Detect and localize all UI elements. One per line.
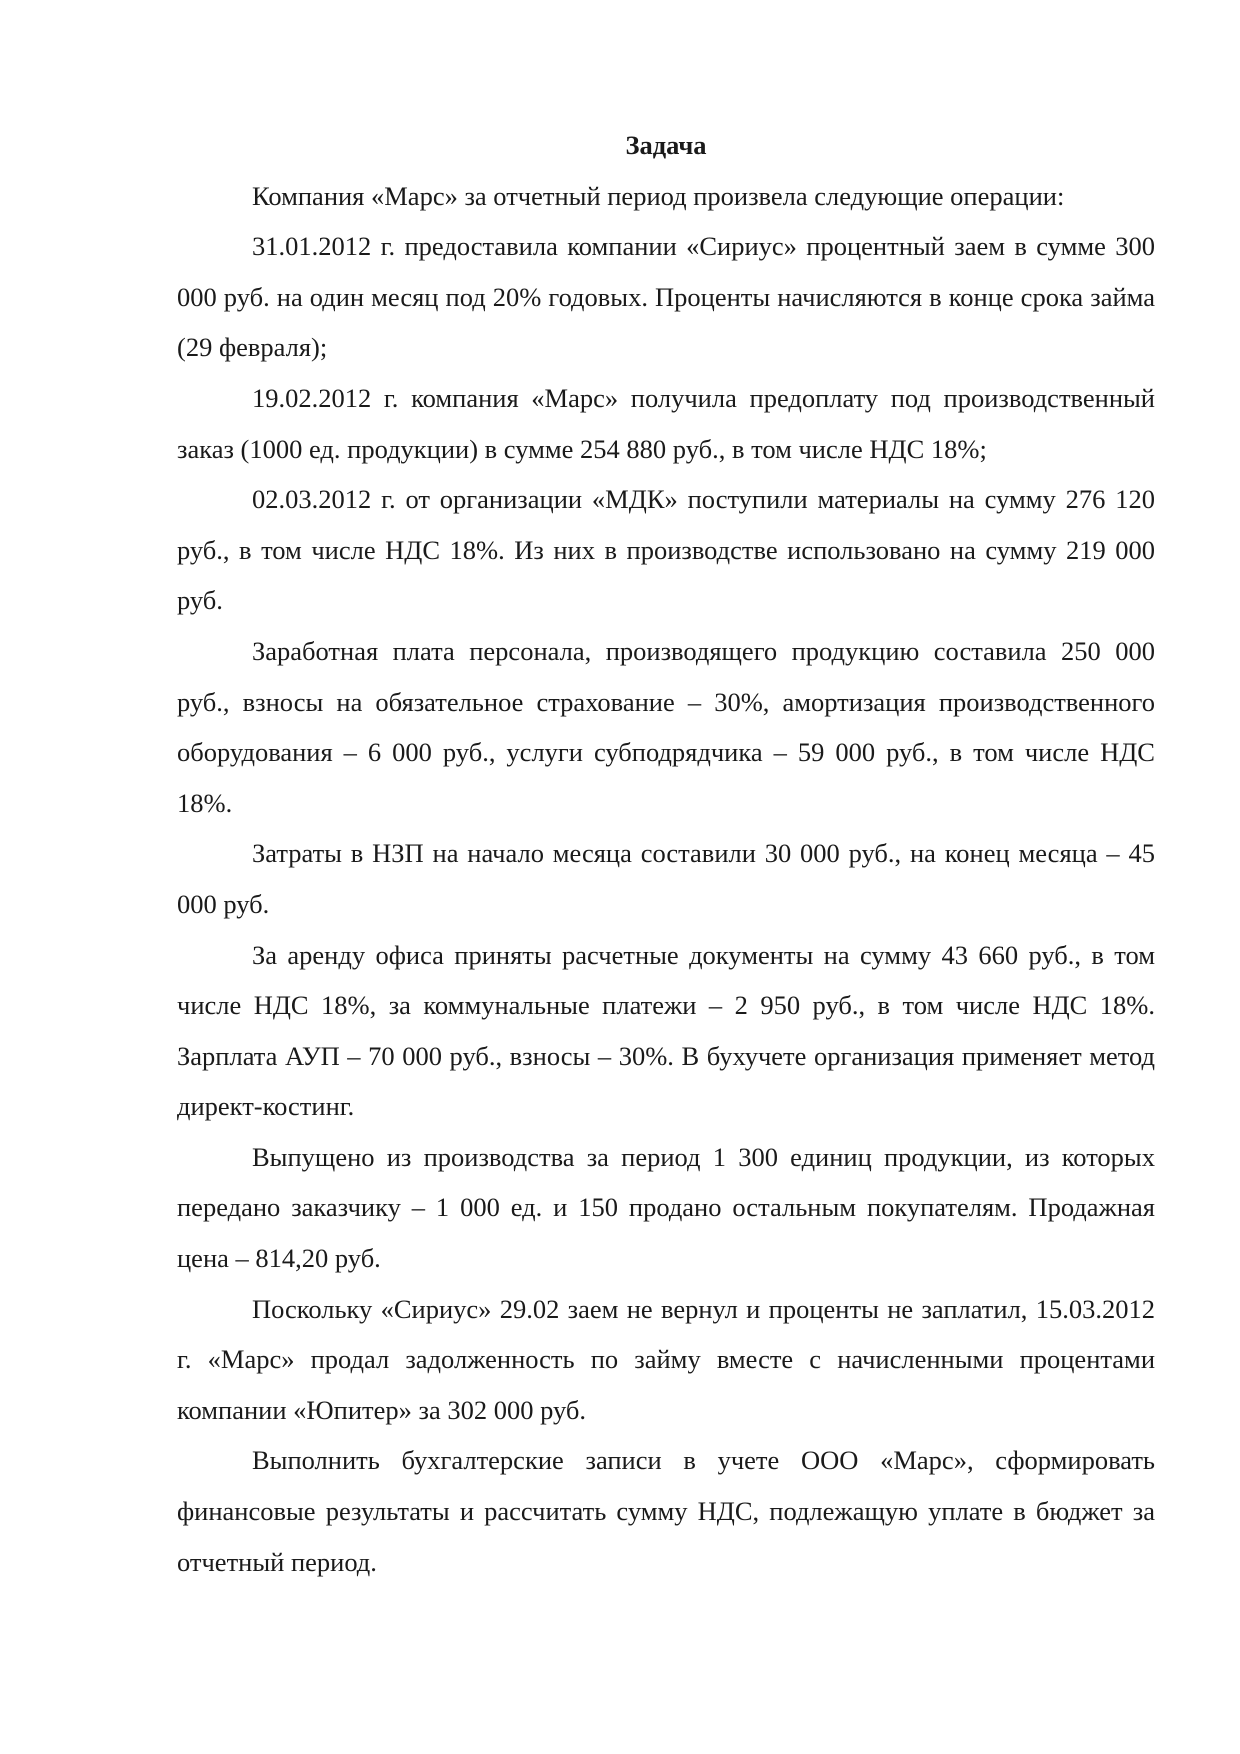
- paragraph-intro: Компания «Марс» за отчетный период произвела следующие операции:: [252, 180, 1065, 211]
- document-body: [177, 120, 1155, 1587]
- paragraph-loan: 31.01.2012 г. предоставила компании «Сириус» процентный заем в сумме 300 000 руб. на один месяц под 20% годовых. Проценты начисляются в конце срока займа (29 февраля);: [177, 231, 1155, 363]
- paragraph-wip: Затраты в НЗП на начало месяца составили 30 000 руб., на конец месяца – 45 000 руб.: [177, 838, 1155, 919]
- paragraph-office-expenses: За аренду офиса приняты расчетные документы на сумму 43 660 руб., в том числе НДС 18%, за коммунальные платежи – 2 950 руб., в том числе НДС 18%. Зарплата АУП – 70 000 руб., взносы – 30%. В бухучете организация применяет метод директ-костинг.: [177, 939, 1155, 1122]
- paragraph-materials: 02.03.2012 г. от организации «МДК» поступили материалы на сумму 276 120 руб., в том числе НДС 18%. Из них в производстве использовано на сумму 219 000 руб.: [177, 484, 1155, 616]
- paragraph-task: Выполнить бухгалтерские записи в учете ООО «Марс», сформировать финансовые результаты и рассчитать сумму НДС, подлежащую уплате в бюджет за отчетный период.: [177, 1445, 1155, 1577]
- paragraph-wages: Заработная плата персонала, производящего продукцию составила 250 000 руб., взносы на обязательное страхование – 30%, амортизация производственного оборудования – 6 000 руб., услуги субподрядчика – 59 000 руб., в том числе НДС 18%.: [177, 635, 1155, 818]
- document-title: Задача: [625, 130, 707, 160]
- paragraph-prepayment: 19.02.2012 г. компания «Марс» получила предоплату под производственный заказ (1000 ед. продукции) в сумме 254 880 руб., в том числе НДС 18%;: [177, 382, 1155, 464]
- paragraph-debt-sale: Поскольку «Сириус» 29.02 заем не вернул и проценты не заплатил, 15.03.2012 г. «Марс» продал задолженность по займу вместе с начисленными процентами компании «Юпитер» за 302 000 руб.: [177, 1293, 1155, 1425]
- paragraph-output: Выпущено из производства за период 1 300 единиц продукции, из которых передано заказчику – 1 000 ед. и 150 продано остальным покупателям. Продажная цена – 814,20 руб.: [177, 1141, 1155, 1274]
